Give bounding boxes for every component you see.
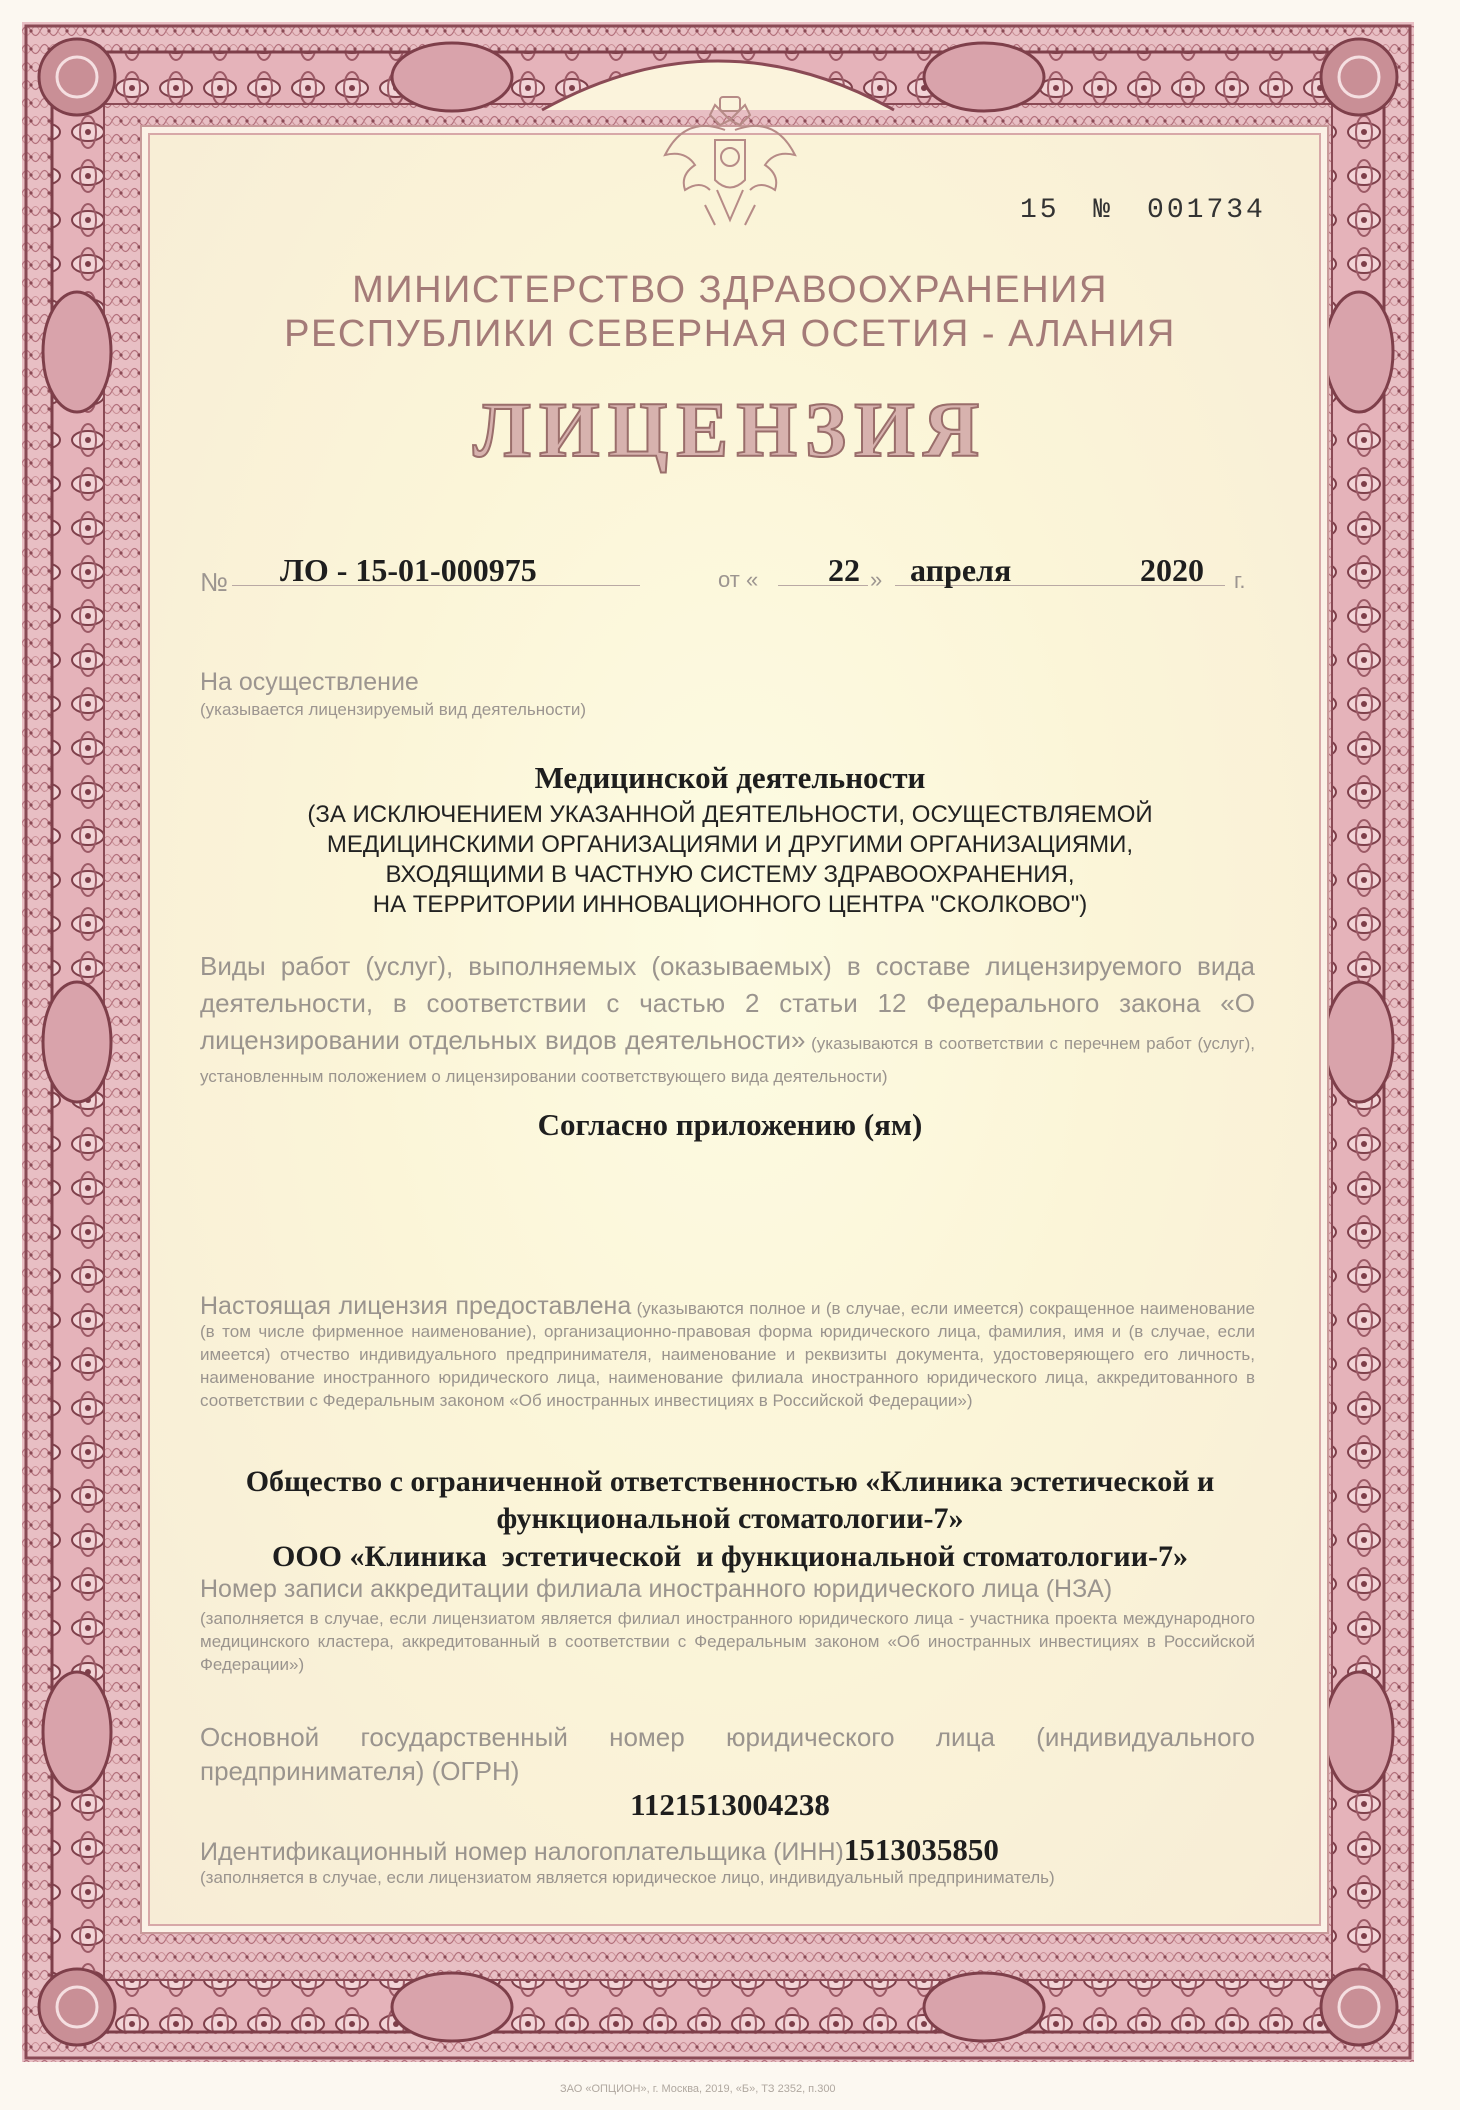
ministry-name-line2: РЕСПУБЛИКИ СЕВЕРНАЯ ОСЕТИЯ - АЛАНИЯ: [284, 313, 1176, 355]
activity-hint: (указывается лицензируемый вид деятельности): [200, 700, 587, 719]
grantee-description: [200, 1292, 1255, 1412]
serial-number: 001734: [1147, 195, 1266, 226]
works-value: Согласно приложению (ям): [537, 1107, 923, 1142]
ogrn-value: 1121513004238: [630, 1787, 830, 1822]
nza-hint: (заполняется в случае, если лицензиатом является филиал иностранного юридического лица - участника проекта международного медицинского кластера, аккредитованный в соответствии с Федеральным законом «Об иностранных инвестициях в Российской Федерации»): [200, 1609, 1255, 1674]
works-description-main: Виды работ (услуг), выполняемых (оказываемых) в составе лицензируемого вида деятельности, в соответствии с частью 2 статьи 12 Федерального закона «О лицензировании отдельных видов деятельности»: [200, 951, 1255, 1055]
license-number-label: №: [200, 567, 228, 597]
activity-scope-line: МЕДИЦИНСКИМИ ОРГАНИЗАЦИЯМИ И ДРУГИМИ ОРГАНИЗАЦИЯМИ,: [326, 831, 1134, 858]
works-description: [200, 950, 1255, 1094]
activity-scope-line: ВХОДЯЩИМИ В ЧАСТНУЮ СИСТЕМУ ЗДРАВООХРАНЕНИЯ,: [385, 861, 1075, 888]
license-day: 22: [828, 552, 860, 588]
grantee-full-name: [190, 1463, 1270, 1537]
nza-label: Номер записи аккредитации филиала иностранного юридического лица (НЗА): [200, 1575, 1113, 1603]
license-number: ЛО - 15-01-000975: [280, 552, 537, 588]
activity-scope-line: НА ТЕРРИТОРИИ ИННОВАЦИОННОГО ЦЕНТРА "СКОЛКОВО"): [372, 891, 1088, 918]
inn-row: [200, 1832, 999, 1868]
grantee-label: Настоящая лицензия предоставлена: [200, 1292, 632, 1320]
coat-of-arms-emblem: [655, 95, 805, 235]
inn-hint: (заполняется в случае, если лицензиатом является юридическое лицо, индивидуальный предприниматель): [200, 1868, 1055, 1887]
serial-series: 15: [1020, 195, 1060, 226]
grantee-short-name: ООО «Клиника эстетической и функциональной стоматологии-7»: [272, 1540, 1188, 1573]
license-month: апреля: [910, 552, 1012, 588]
grantee-hint: (указываются полное и (в случае, если имеется) сокращенное наименование (в том числе фирменное наименование), организационно-правовая форма юридического лица, фамилия, имя и (в случае, если имеется) отчество индивидуального предпринимателя, наименование и реквизиты документа, удостоверяющего его личность, наименование иностранного юридического лица, наименование филиала иностранного юридического лица, аккредитованного в соответствии с Федеральным законом «Об иностранных инвестициях в Российской Федерации»): [200, 1299, 1255, 1410]
grantee-full-name-line2: функциональной стоматологии-7»: [496, 1502, 964, 1535]
activity-scope-line: (ЗА ИСКЛЮЧЕНИЕМ УКАЗАННОЙ ДЕЯТЕЛЬНОСТИ, ОСУЩЕСТВЛЯЕМОЙ: [307, 801, 1153, 828]
inn-label: Идентификационный номер налогоплательщика (ИНН): [200, 1838, 844, 1866]
year-suffix: г.: [1234, 568, 1246, 593]
activity-scope: [200, 800, 1260, 920]
license-year: 2020: [1140, 552, 1204, 588]
serial-number-sign: №: [1093, 195, 1114, 226]
works-description-hint: (указываются в соответствии с перечнем работ (услуг), установленным положением о лицензировании соответствующего вида деятельности): [200, 1034, 1255, 1086]
activity-title: Медицинской деятельности: [534, 760, 926, 795]
blank-serial-number: [1020, 195, 1266, 226]
printer-imprint: ЗАО «ОПЦИОН», г. Москва, 2019, «Б», ТЗ 2352, п.300: [560, 2083, 836, 2095]
inn-value: 1513035850: [843, 1832, 999, 1867]
document-title: ЛИЦЕНЗИЯ: [472, 386, 988, 473]
date-prefix: от «: [718, 567, 759, 592]
grantee-full-name-line1: Общество с ограниченной ответственностью «Клиника эстетической и: [245, 1465, 1215, 1498]
ministry-name-line1: МИНИСТЕРСТВО ЗДРАВООХРАНЕНИЯ: [352, 269, 1108, 311]
date-day-close: »: [870, 567, 883, 592]
ogrn-label: Основной государственный номер юридического лица (индивидуального предпринимателя) (ОГРН): [200, 1722, 1255, 1786]
activity-label: На осуществление: [200, 668, 419, 696]
